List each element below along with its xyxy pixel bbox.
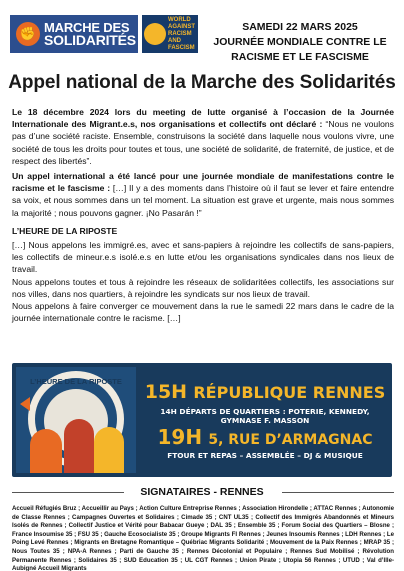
event-first-rendezvous [142,381,388,403]
p1-bold: Le 18 décembre 2024 lors du meeting de lutte organisé à l’occasion de la Journée Internationale des Migrant.e.s, nos organisations et collectifs ont déclaré : [12,107,394,130]
event-time1: 15H [144,381,188,403]
marche-des-solidarites-logo [10,15,138,53]
figure-left [30,429,62,473]
arrow-icon [20,397,30,411]
divider-right [282,492,394,493]
paragraph-international-call [12,170,394,219]
page-title: Appel national de la Marche des Solidarités [8,72,396,93]
logo1-line2: SOLIDARITÉS [44,32,136,48]
p3-a: […] Nous appelons les immigré.es, avec et sans-papiers à rejoindre les collectifs de sans-papiers, les collectifs de mineur.e.s isolé.e.s en lutte et/ou les organisations syndicales dans nos lieux de travail. [12,240,394,275]
event-time2: 19H [157,425,203,449]
event-second-rendezvous [142,425,388,449]
figure-right [94,427,124,473]
day-line1: JOURNÉE MONDIALE CONTRE LE [213,36,387,48]
logo1-line1: MARCHE DES [44,20,130,35]
event-place2: 5, RUE D’ARMAGNAC [208,432,373,448]
globe-icon [144,23,166,45]
p2-text: […] Il y a des moments dans l’histoire où il faut se lever et faire entendre sa voix, et nous sommes dans un tel moment. La situation est grave et urgente, mais nous sommes la majorité ; nous pouvons gagner. ¡No Pasarán !” [12,183,394,218]
paragraph-riposte [12,239,394,324]
event-place1: RÉPUBLIQUE RENNES [193,383,386,402]
event-detail1: 14H DÉPARTS DE QUARTIERS : POTERIE, KENNEDY, GYMNASE F. MASSON [160,407,370,425]
p3-b: Nous appelons toutes et tous à rejoindre les réseaux de solidaritées collectifs, les associations sur nos villes, dans nos quartiers, à rejoindre les syndicats sur nos lieux de travail. [12,276,394,299]
p1-text: “Nous ne voulons pas d’une société raciste. Ensemble, construisons la société dans laquelle nous voulons vivre, une société de tous les droits pour toutes et tous, une société de solidarité, de fraternité, de justice, et de respect des libertés”. [12,119,394,166]
event-detail2: FTOUR ET REPAS – ASSEMBLÉE – DJ & MUSIQUE [167,451,363,460]
fist-icon: ✊ [16,22,40,46]
paragraph-declaration [12,106,394,167]
date-line: SAMEDI 22 MARS 2025 [242,21,358,33]
poster-ring-text: L’HEURE DE LA RIPOSTE [30,377,122,386]
logo2-text: WORLD AGAINST RACISM AND FASCISM [168,16,195,51]
riposte-poster-illustration [16,367,136,473]
p2-bold: Un appel international a été lancé pour une journée mondiale de manifestations contre le racisme et le fascisme : [12,171,394,194]
day-line2: RACISME ET LE FASCISME [231,51,369,63]
event-banner [12,363,392,477]
world-against-racism-logo [142,15,198,53]
p3-c: Nous appelons à faire converger ce mouvement dans la rue le samedi 22 mars dans le cadre de la journée internationale contre le racisme. […] [12,301,394,324]
section-subtitle: L’HEURE DE LA RIPOSTE [12,226,118,236]
figure-center [64,419,94,473]
event-date-header [202,20,398,65]
signataires-title: SIGNATAIRES - RENNES [140,486,264,498]
signataires-list: Accueil Réfugiés Bruz ; Accueillir au Pays ; Action Culture Entreprise Rennes ; Association Hirondelle ; ATTAC Rennes ; Autonomie de Classe Rennes ; Campagnes Ouvertes et Solidaires ; Cimade 35 ; CNT UL35 ; Collectif des Immigrés Abandonnés et Mineurs Isolés de Rennes ; Collectif Justice et Vérité pour Babacar Gueye ; DAL 35 ; Ensemble 35 ; Forum Social des Quartiers – Blosne ; France Insoumise 35 ; FSU 35 ; Gauche Ecosocialiste 35 ; Groupe Migrants FI Rennes ; Jeunes Insoumis Rennes ; LDH Rennes ; Le Poing Levé Rennes ; Migrants en Bretagne Romantique – Québriac Migrants Solidarité ; Mouvement de la Paix Rennes ; MRAP 35 ; Nous Toutes 35 ; NPA-A Rennes ; Parti de Gauche 35 ; Rennes Décolonial et Populaire ; Rennes Sud Mobilisé ; Révolution Permanente Rennes ; Solidaires 35 ; SUD Education 35 ; UL CGT Rennes ; Union Pirate ; Utopia 56 Rennes ; UTUD ; Val d’Ille-Aubigné Accueil Migrants [12,505,394,571]
